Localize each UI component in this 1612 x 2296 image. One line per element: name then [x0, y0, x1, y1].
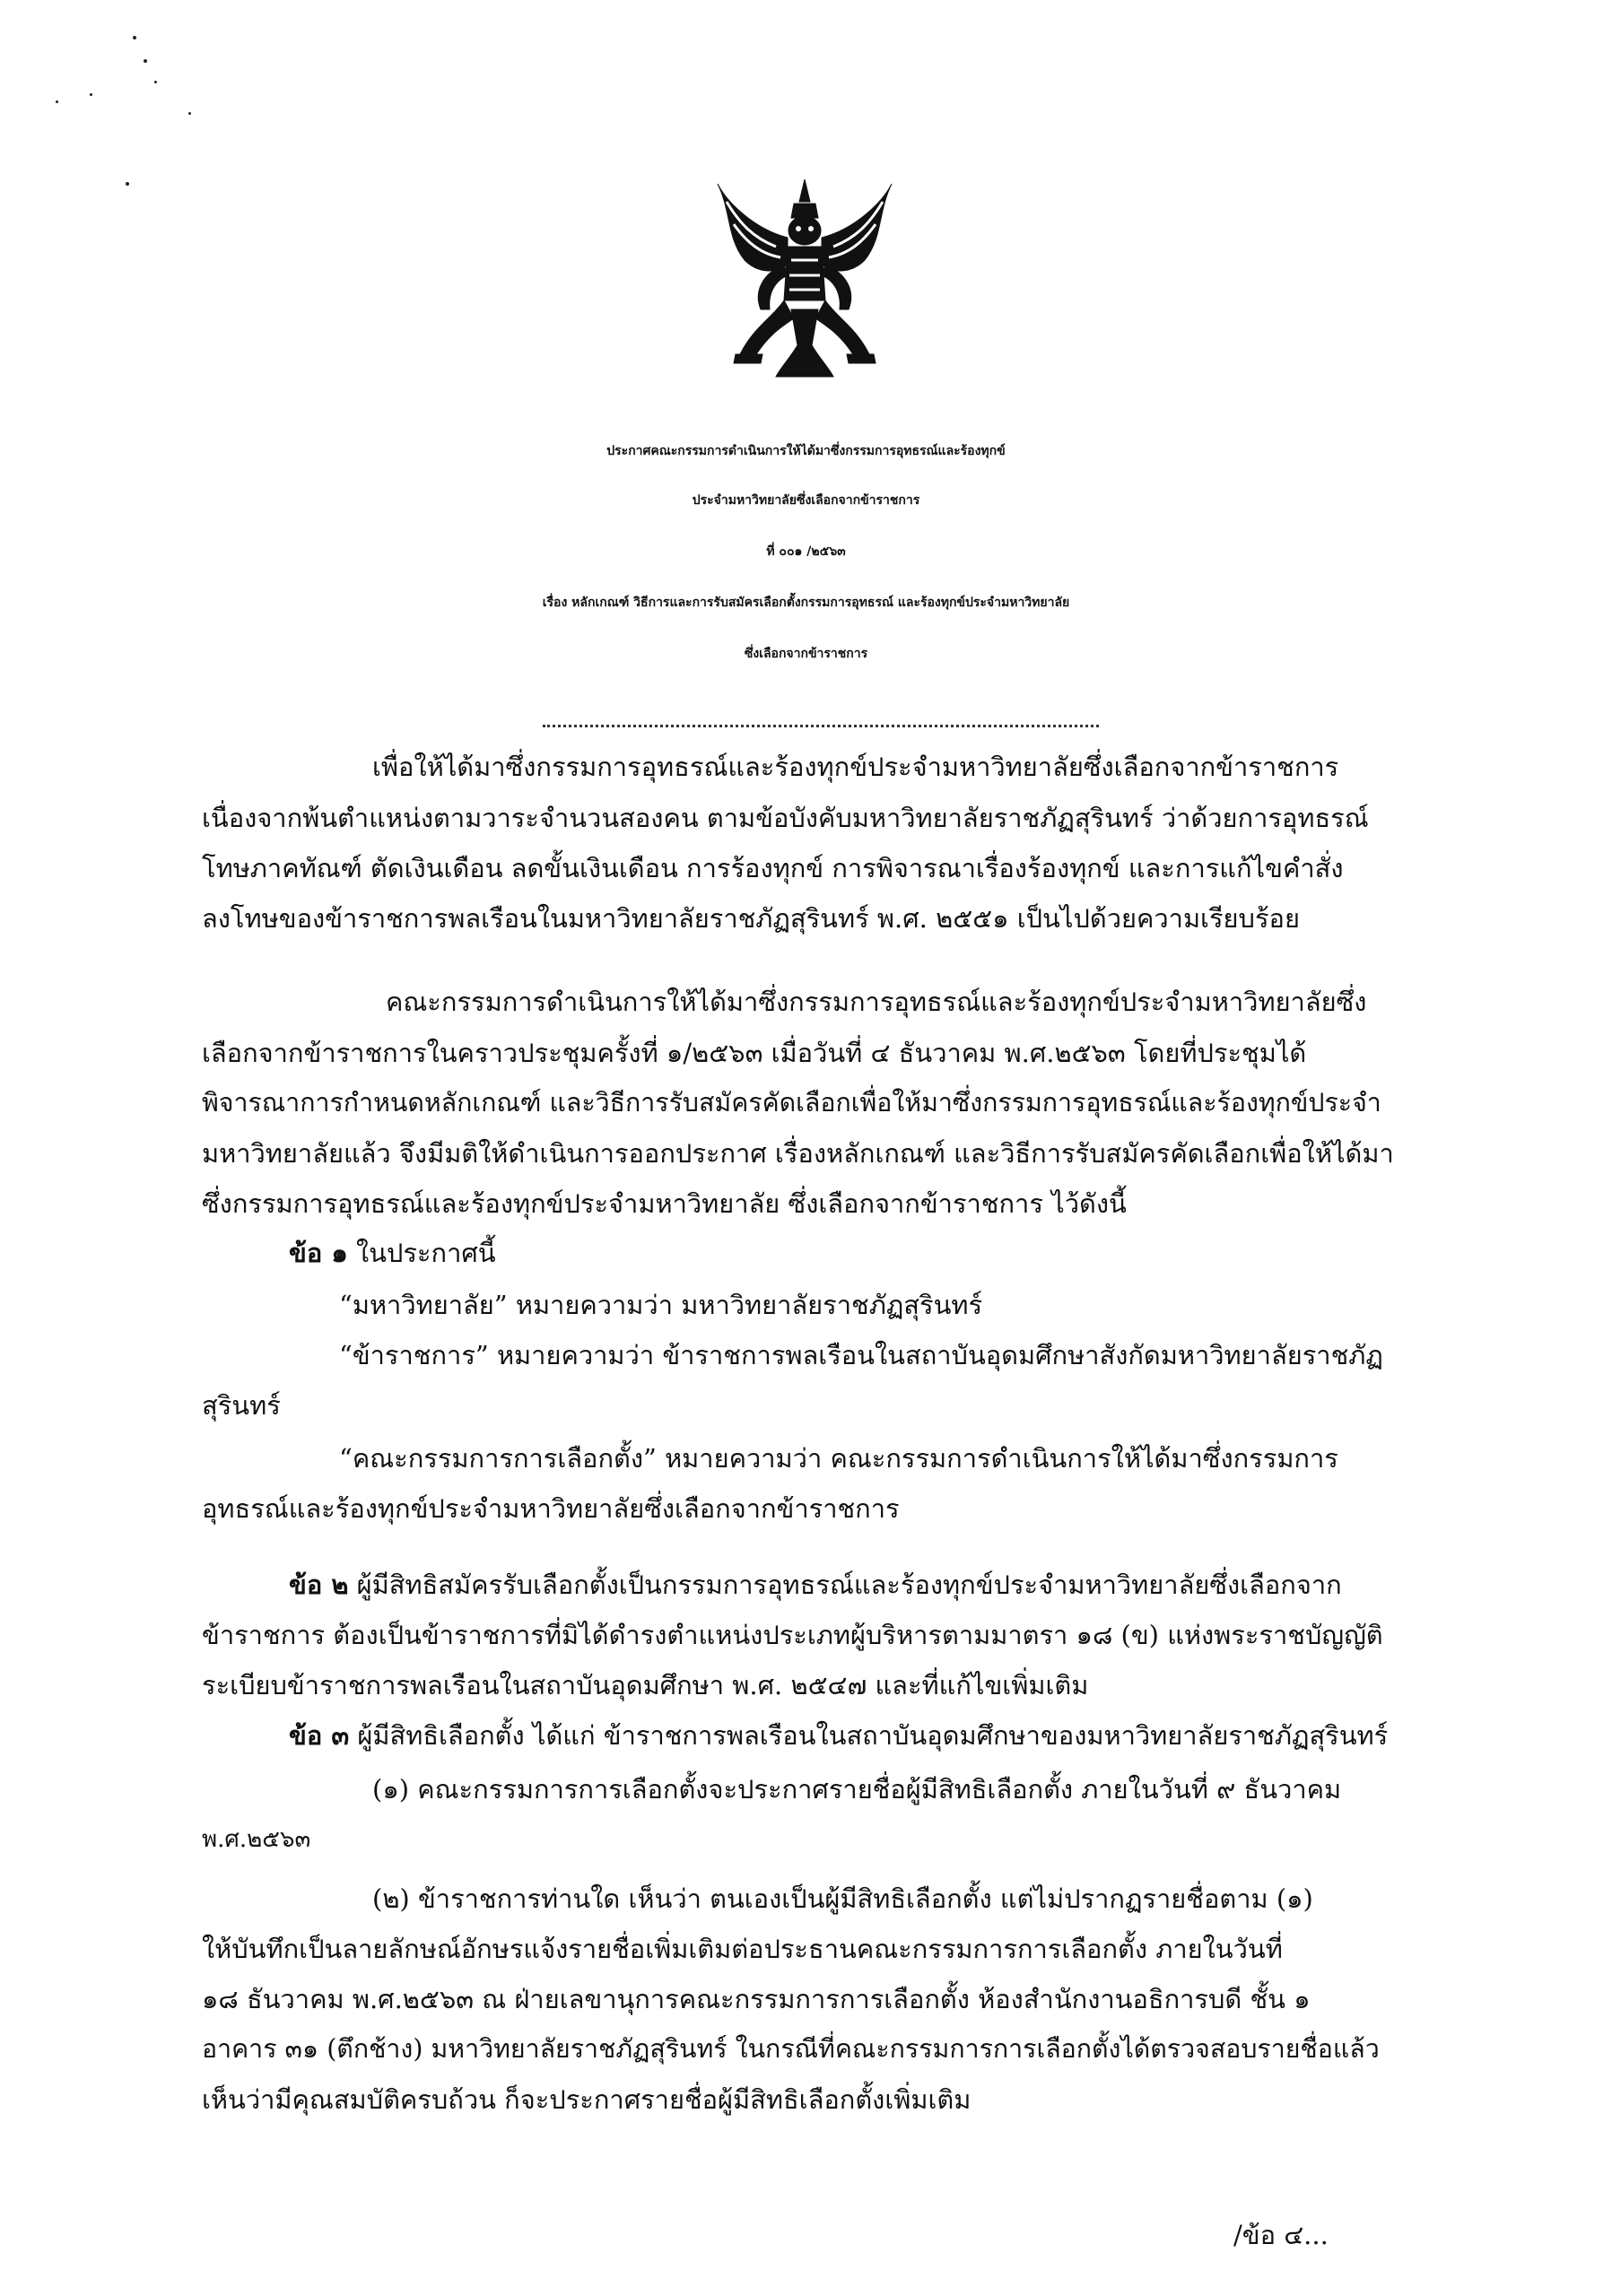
subject-line1: เรื่อง หลักเกณฑ์ วิธีการและการรับสมัครเลือกตั้งกรรมการอุทธรณ์ และร้องทุกข์ประจำมหาวิทยาลัย	[542, 596, 1070, 610]
intro-paragraph1-line: โทษภาคทัณฑ์ ตัดเงินเดือน ลดขั้นเงินเดือน การร้องทุกข์ การพิจารณาเรื่องร้องทุกข์ และการแก้ไขคำสั่ง	[202, 853, 1344, 883]
dotted-separator	[543, 725, 1099, 727]
clause1-heading-text: ในประกาศนี้	[347, 1238, 496, 1268]
clause1-number: ข้อ ๑	[289, 1238, 348, 1268]
clause3-item1-line1: (๑) คณะกรรมการการเลือกตั้งจะประกาศรายชื่อผู้มีสิทธิเลือกตั้ง ภายในวันที่ ๙ ธันวาคม	[372, 1774, 1342, 1805]
intro-paragraph1-line: เพื่อให้ได้มาซึ่งกรรมการอุทธรณ์และร้องทุกข์ประจำมหาวิทยาลัยซึ่งเลือกจากข้าราชการ	[372, 752, 1339, 782]
clause2-text: ผู้มีสิทธิสมัครรับเลือกตั้งเป็นกรรมการอุทธรณ์และร้องทุกข์ประจำมหาวิทยาลัยซึ่งเลือกจาก	[348, 1570, 1342, 1600]
clause3-item1-line2: พ.ศ.๒๕๖๓	[202, 1826, 311, 1853]
page-continuation-marker: /ข้อ ๔...	[1233, 2220, 1329, 2250]
scan-speck	[126, 182, 129, 186]
clause3-item2-line2: ให้บันทึกเป็นลายลักษณ์อักษรแจ้งรายชื่อเพิ่มเติมต่อประธานคณะกรรมการการเลือกตั้ง ภายในวันที่	[202, 1934, 1283, 1964]
garuda-emblem-icon	[691, 175, 919, 381]
scan-speck	[188, 112, 191, 115]
intro-paragraph1-line: เนื่องจากพ้นตำแหน่งตามวาระจำนวนสองคน ตามข้อบังคับมหาวิทยาลัยราชภัฏสุรินทร์ ว่าด้วยการอุทธรณ์	[202, 803, 1369, 833]
scan-speck	[144, 59, 147, 63]
announcement-title-line1: ประกาศคณะกรรมการดำเนินการให้ได้มาซึ่งกรรมการอุทธรณ์และร้องทุกข์	[606, 444, 1006, 458]
clause2-number: ข้อ ๒	[289, 1570, 349, 1600]
clause3-text: ผู้มีสิทธิเลือกตั้ง ได้แก่ ข้าราชการพลเรือนในสถาบันอุดมศึกษาของมหาวิทยาลัยราชภัฏสุรินทร์	[349, 1720, 1389, 1751]
intro-paragraph2-line: มหาวิทยาลัยแล้ว จึงมีมติให้ดำเนินการออกประกาศ เรื่องหลักเกณฑ์ และวิธีการรับสมัครคัดเลือกเพื่อให้ได้มา	[202, 1138, 1394, 1169]
clause3-item2-line4: อาคาร ๓๑ (ตึกช้าง) มหาวิทยาลัยราชภัฏสุรินทร์ ในกรณีที่คณะกรรมการการเลือกตั้งได้ตรวจสอบรายชื่อแล้ว	[202, 2034, 1380, 2064]
intro-paragraph2-line: เลือกจากข้าราชการในคราวประชุมครั้งที่ ๑/๒๕๖๓ เมื่อวันที่ ๔ ธันวาคม พ.ศ.๒๕๖๓ โดยที่ประชุมได้	[202, 1038, 1307, 1068]
clause2-line3: ระเบียบข้าราชการพลเรือนในสถาบันอุดมศึกษา พ.ศ. ๒๕๔๗ และที่แก้ไขเพิ่มเติม	[202, 1670, 1089, 1700]
definition-civil-servant-line1: “ข้าราชการ” หมายความว่า ข้าราชการพลเรือนในสถาบันอุดมศึกษาสังกัดมหาวิทยาลัยราชภัฏ	[339, 1340, 1383, 1370]
clause3-item2-line5: เห็นว่ามีคุณสมบัติครบถ้วน ก็จะประกาศรายชื่อผู้มีสิทธิเลือกตั้งเพิ่มเติม	[202, 2084, 972, 2115]
definition-university: “มหาวิทยาลัย” หมายความว่า มหาวิทยาลัยราชภัฏสุรินทร์	[339, 1290, 983, 1320]
definition-election-committee-line1: “คณะกรรมการการเลือกตั้ง” หมายความว่า คณะกรรมการดำเนินการให้ได้มาซึ่งกรรมการ	[339, 1443, 1338, 1474]
scan-speck	[90, 93, 92, 96]
announcement-number: ที่ ๐๐๑ /๒๕๖๓	[766, 544, 846, 559]
intro-paragraph2-line: ซึ่งกรรมการอุทธรณ์และร้องทุกข์ประจำมหาวิทยาลัย ซึ่งเลือกจากข้าราชการ ไว้ดังนี้	[202, 1188, 1127, 1219]
definition-civil-servant-line2: สุรินทร์	[202, 1390, 281, 1421]
clause3-item2-line1: (๒) ข้าราชการท่านใด เห็นว่า ตนเองเป็นผู้มีสิทธิเลือกตั้ง แต่ไม่ปรากฏรายชื่อตาม (๑)	[372, 1883, 1313, 1914]
definition-election-committee-line2: อุทธรณ์และร้องทุกข์ประจำมหาวิทยาลัยซึ่งเลือกจากข้าราชการ	[202, 1493, 900, 1524]
scan-speck	[154, 81, 157, 83]
announcement-title-line2: ประจำมหาวิทยาลัยซึ่งเลือกจากข้าราชการ	[692, 493, 920, 508]
clause1-heading	[289, 1238, 496, 1269]
intro-paragraph2-line: คณะกรรมการดำเนินการให้ได้มาซึ่งกรรมการอุทธรณ์และร้องทุกข์ประจำมหาวิทยาลัยซึ่ง	[386, 987, 1367, 1017]
clause3-line1	[289, 1720, 1388, 1752]
scan-speck	[133, 36, 136, 39]
clause2-line2: ข้าราชการ ต้องเป็นข้าราชการที่มิได้ดำรงตำแหน่งประเภทผู้บริหารตามมาตรา ๑๘ (ข) แห่งพระราชบัญญัติ	[202, 1620, 1383, 1650]
intro-paragraph1-line: ลงโทษของข้าราชการพลเรือนในมหาวิทยาลัยราชภัฏสุรินทร์ พ.ศ. ๒๕๕๑ เป็นไปด้วยความเรียบร้อย	[202, 903, 1300, 934]
clause3-number: ข้อ ๓	[289, 1720, 350, 1751]
clause3-item2-line3: ๑๘ ธันวาคม พ.ศ.๒๕๖๓ ณ ฝ่ายเลขานุการคณะกรรมการการเลือกตั้ง ห้องสำนักงานอธิการบดี ชั้น ๑	[202, 1984, 1311, 2014]
subject-line2: ซึ่งเลือกจากข้าราชการ	[744, 647, 868, 661]
scan-speck	[56, 100, 58, 103]
intro-paragraph2-line: พิจารณาการกำหนดหลักเกณฑ์ และวิธีการรับสมัครคัดเลือกเพื่อให้มาซึ่งกรรมการอุทธรณ์และร้องทุกข์ประจำ	[202, 1088, 1381, 1118]
clause2-line1	[289, 1570, 1342, 1601]
